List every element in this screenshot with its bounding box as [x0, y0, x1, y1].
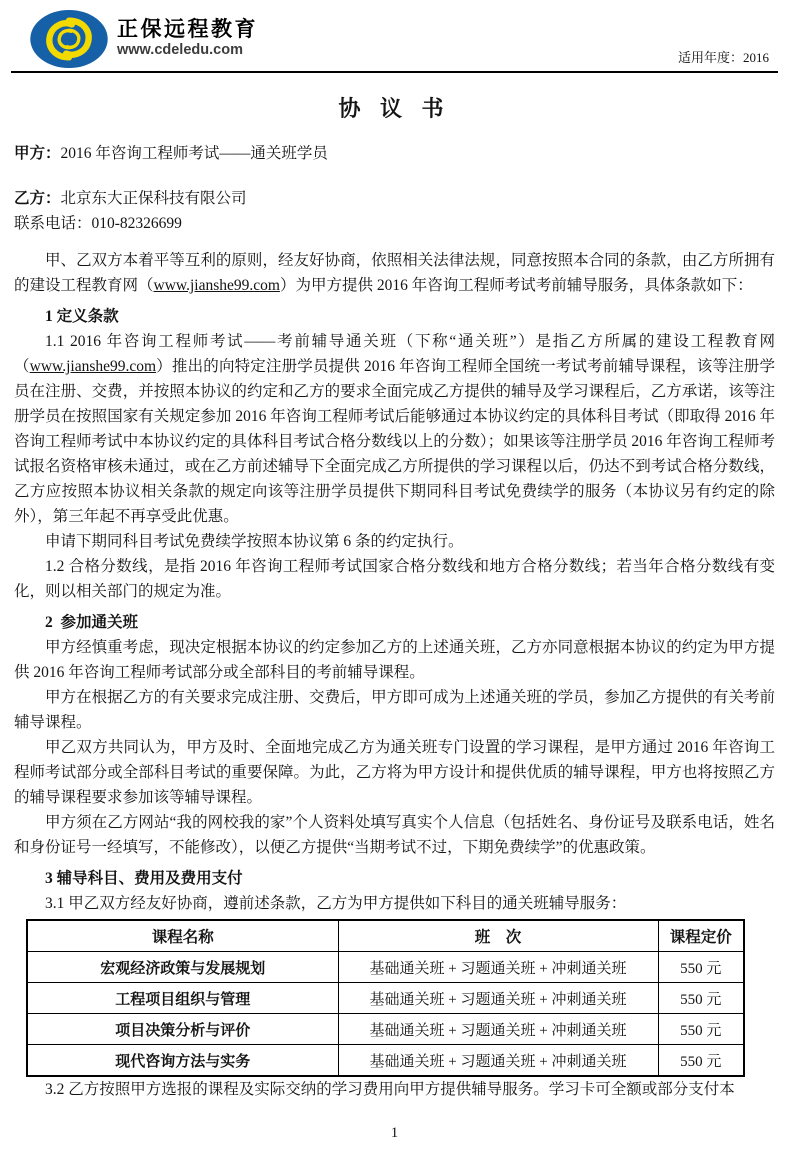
- document-content: [14, 93, 775, 916]
- table-row: [27, 1014, 744, 1045]
- table-header-course: 课程名称: [27, 920, 338, 952]
- section-2-paragraph-1: 甲方经慎重考虑，现决定根据本协议的约定参加乙方的上述通关班，乙方亦同意根据本协议的约定为甲方提供 2016 年咨询工程师考试部分或全部科目的考前辅导课程。: [14, 639, 775, 681]
- section-2-paragraph-2: 甲方在根据乙方的有关要求完成注册、交费后，甲方即可成为上述通关班的学员，参加乙方提供的有关考前辅导课程。: [14, 689, 775, 731]
- cdeledu-logo-icon: [28, 9, 110, 69]
- section-2-paragraph-3: 甲乙双方共同认为，甲方及时、全面地完成乙方为通关班专门设置的学习课程，是甲方通过 2016 年咨询工程师考试部分或全部科目考试的重要保障。为此，乙方将为甲方设计和提供优质的辅导课程，甲方也将按照乙方的辅导课程要求参加该等辅导课程。: [14, 739, 775, 806]
- clause-1-1-followup: 申请下期同科目考试免费续学按照本协议第 6 条的约定执行。: [45, 533, 464, 550]
- page-footer: [0, 1125, 789, 1142]
- phone-value: 010-82326699: [91, 215, 182, 232]
- table-header-price: 课程定价: [658, 920, 744, 952]
- table-header-class: 班 次: [338, 920, 658, 952]
- brand-url: www.cdeledu.com: [117, 41, 243, 58]
- course-name-cell: 工程项目组织与管理: [27, 983, 338, 1014]
- clause-1-1: [14, 329, 775, 529]
- party-a-value: 2016 年咨询工程师考试——通关班学员: [60, 145, 328, 162]
- phone-label: 联系电话：: [14, 215, 92, 232]
- jianshe99-link-2[interactable]: www.jianshe99.com: [29, 358, 157, 375]
- clause-3-2: 3.2 乙方按照甲方选报的课程及实际交纳的学习费用向甲方提供辅导服务。学习卡可全额或部分支付本: [45, 1081, 735, 1098]
- section-2-paragraph-4: 甲方须在乙方网站“我的网校我的家”个人资料处填写真实个人信息（包括姓名、身份证号及联系电话，姓名和身份证号一经填写，不能修改），以便乙方提供“当期考试不过，下期免费续学”的优惠政策。: [14, 814, 775, 856]
- courses-table-wrap: [26, 919, 769, 1077]
- doc-title: 协 议 书: [338, 96, 451, 121]
- clause-1-2: 1.2 合格分数线，是指 2016 年咨询工程师考试国家合格分数线和地方合格分数线；若当年合格分数线有变化，则以相关部门的规定为准。: [14, 558, 775, 600]
- course-name-cell: 宏观经济政策与发展规划: [27, 952, 338, 983]
- table-row: [27, 983, 744, 1014]
- applicable-year: 适用年度：2016: [677, 50, 769, 65]
- page-number: 1: [390, 1125, 399, 1141]
- table-header-row: [27, 920, 744, 952]
- brand-text: [117, 18, 258, 61]
- party-a-label: 甲方：: [14, 145, 61, 162]
- party-b-line: [14, 186, 775, 211]
- intro-text-before: 甲、乙双方本着平等互利的原则，经友好协商，依照相关法律法规，同意按照本合同的条款，由乙方所拥有的建设工程教育网（: [14, 252, 775, 294]
- clause-3-1: 3.1 甲乙双方经友好协商，遵前述条款，乙方为甲方提供如下科目的通关班辅导服务：: [45, 895, 627, 912]
- party-a-line: [14, 141, 775, 166]
- section-2-heading: 2 参加通关班: [45, 614, 139, 631]
- class-bundle-cell: 基础通关班 + 习题通关班 + 冲刺通关班: [338, 1014, 658, 1045]
- party-b-value: 北京东大正保科技有限公司: [60, 190, 247, 207]
- clause-1-1-text-before: 1.1 2016 年咨询工程师考试——考前辅导通关班（下称“通关班”）是指乙方所属的建设工程教育网（: [14, 333, 775, 375]
- class-bundle-cell: 基础通关班 + 习题通关班 + 冲刺通关班: [338, 1045, 658, 1077]
- page-header: [0, 0, 789, 69]
- party-b-label: 乙方：: [14, 190, 61, 207]
- class-bundle-cell: 基础通关班 + 习题通关班 + 冲刺通关班: [338, 983, 658, 1014]
- class-bundle-cell: 基础通关班 + 习题通关班 + 冲刺通关班: [338, 952, 658, 983]
- brand-name: 正保远程教育: [117, 17, 258, 41]
- section-3-heading: 3 辅导科目、费用及费用支付: [45, 870, 243, 887]
- section-1-heading: 1 定义条款: [45, 308, 119, 325]
- price-cell: 550 元: [658, 952, 744, 983]
- brand: [28, 9, 258, 69]
- intro-paragraph: [14, 248, 775, 298]
- course-name-cell: 项目决策分析与评价: [27, 1014, 338, 1045]
- course-name-cell: 现代咨询方法与实务: [27, 1045, 338, 1077]
- header-rule: [11, 71, 778, 73]
- courses-table: [26, 919, 745, 1077]
- document-content-after-table: [14, 1077, 775, 1102]
- clause-1-1-text-after: ）推出的向特定注册学员提供 2016 年咨询工程师全国统一考试考前辅导课程，该等注册学员在注册、交费，并按照本协议的约定和乙方的要求全面完成乙方提供的辅导及学习课程后，乙方承诺，该等注册学员在按照国家有关规定参加 2016 年咨询工程师考试后能够通过本协议约定的具体科目考试（即取得 2016 年咨询工程师考试中本协议约定的具体科目考试合格分数线以上的分数）；如果该等注册学员 2016 年咨询工程师考试报名资格审核未通过，或在乙方前述辅导下全面完成乙方所提供的学习课程以后，仍达不到考试合格分数线，乙方应按照本协议相关条款的规定向该等注册学员提供下期同科目考试免费续学的服务（本协议另有约定的除外），第三年起不再享受此优惠。: [14, 358, 775, 525]
- price-cell: 550 元: [658, 1014, 744, 1045]
- intro-text-after: ）为甲方提供 2016 年咨询工程师考试考前辅导服务，具体条款如下：: [279, 277, 753, 294]
- table-row: [27, 952, 744, 983]
- price-cell: 550 元: [658, 1045, 744, 1077]
- price-cell: 550 元: [658, 983, 744, 1014]
- table-row: [27, 1045, 744, 1077]
- contact-phone-line: [14, 211, 775, 236]
- jianshe99-link[interactable]: www.jianshe99.com: [153, 277, 280, 294]
